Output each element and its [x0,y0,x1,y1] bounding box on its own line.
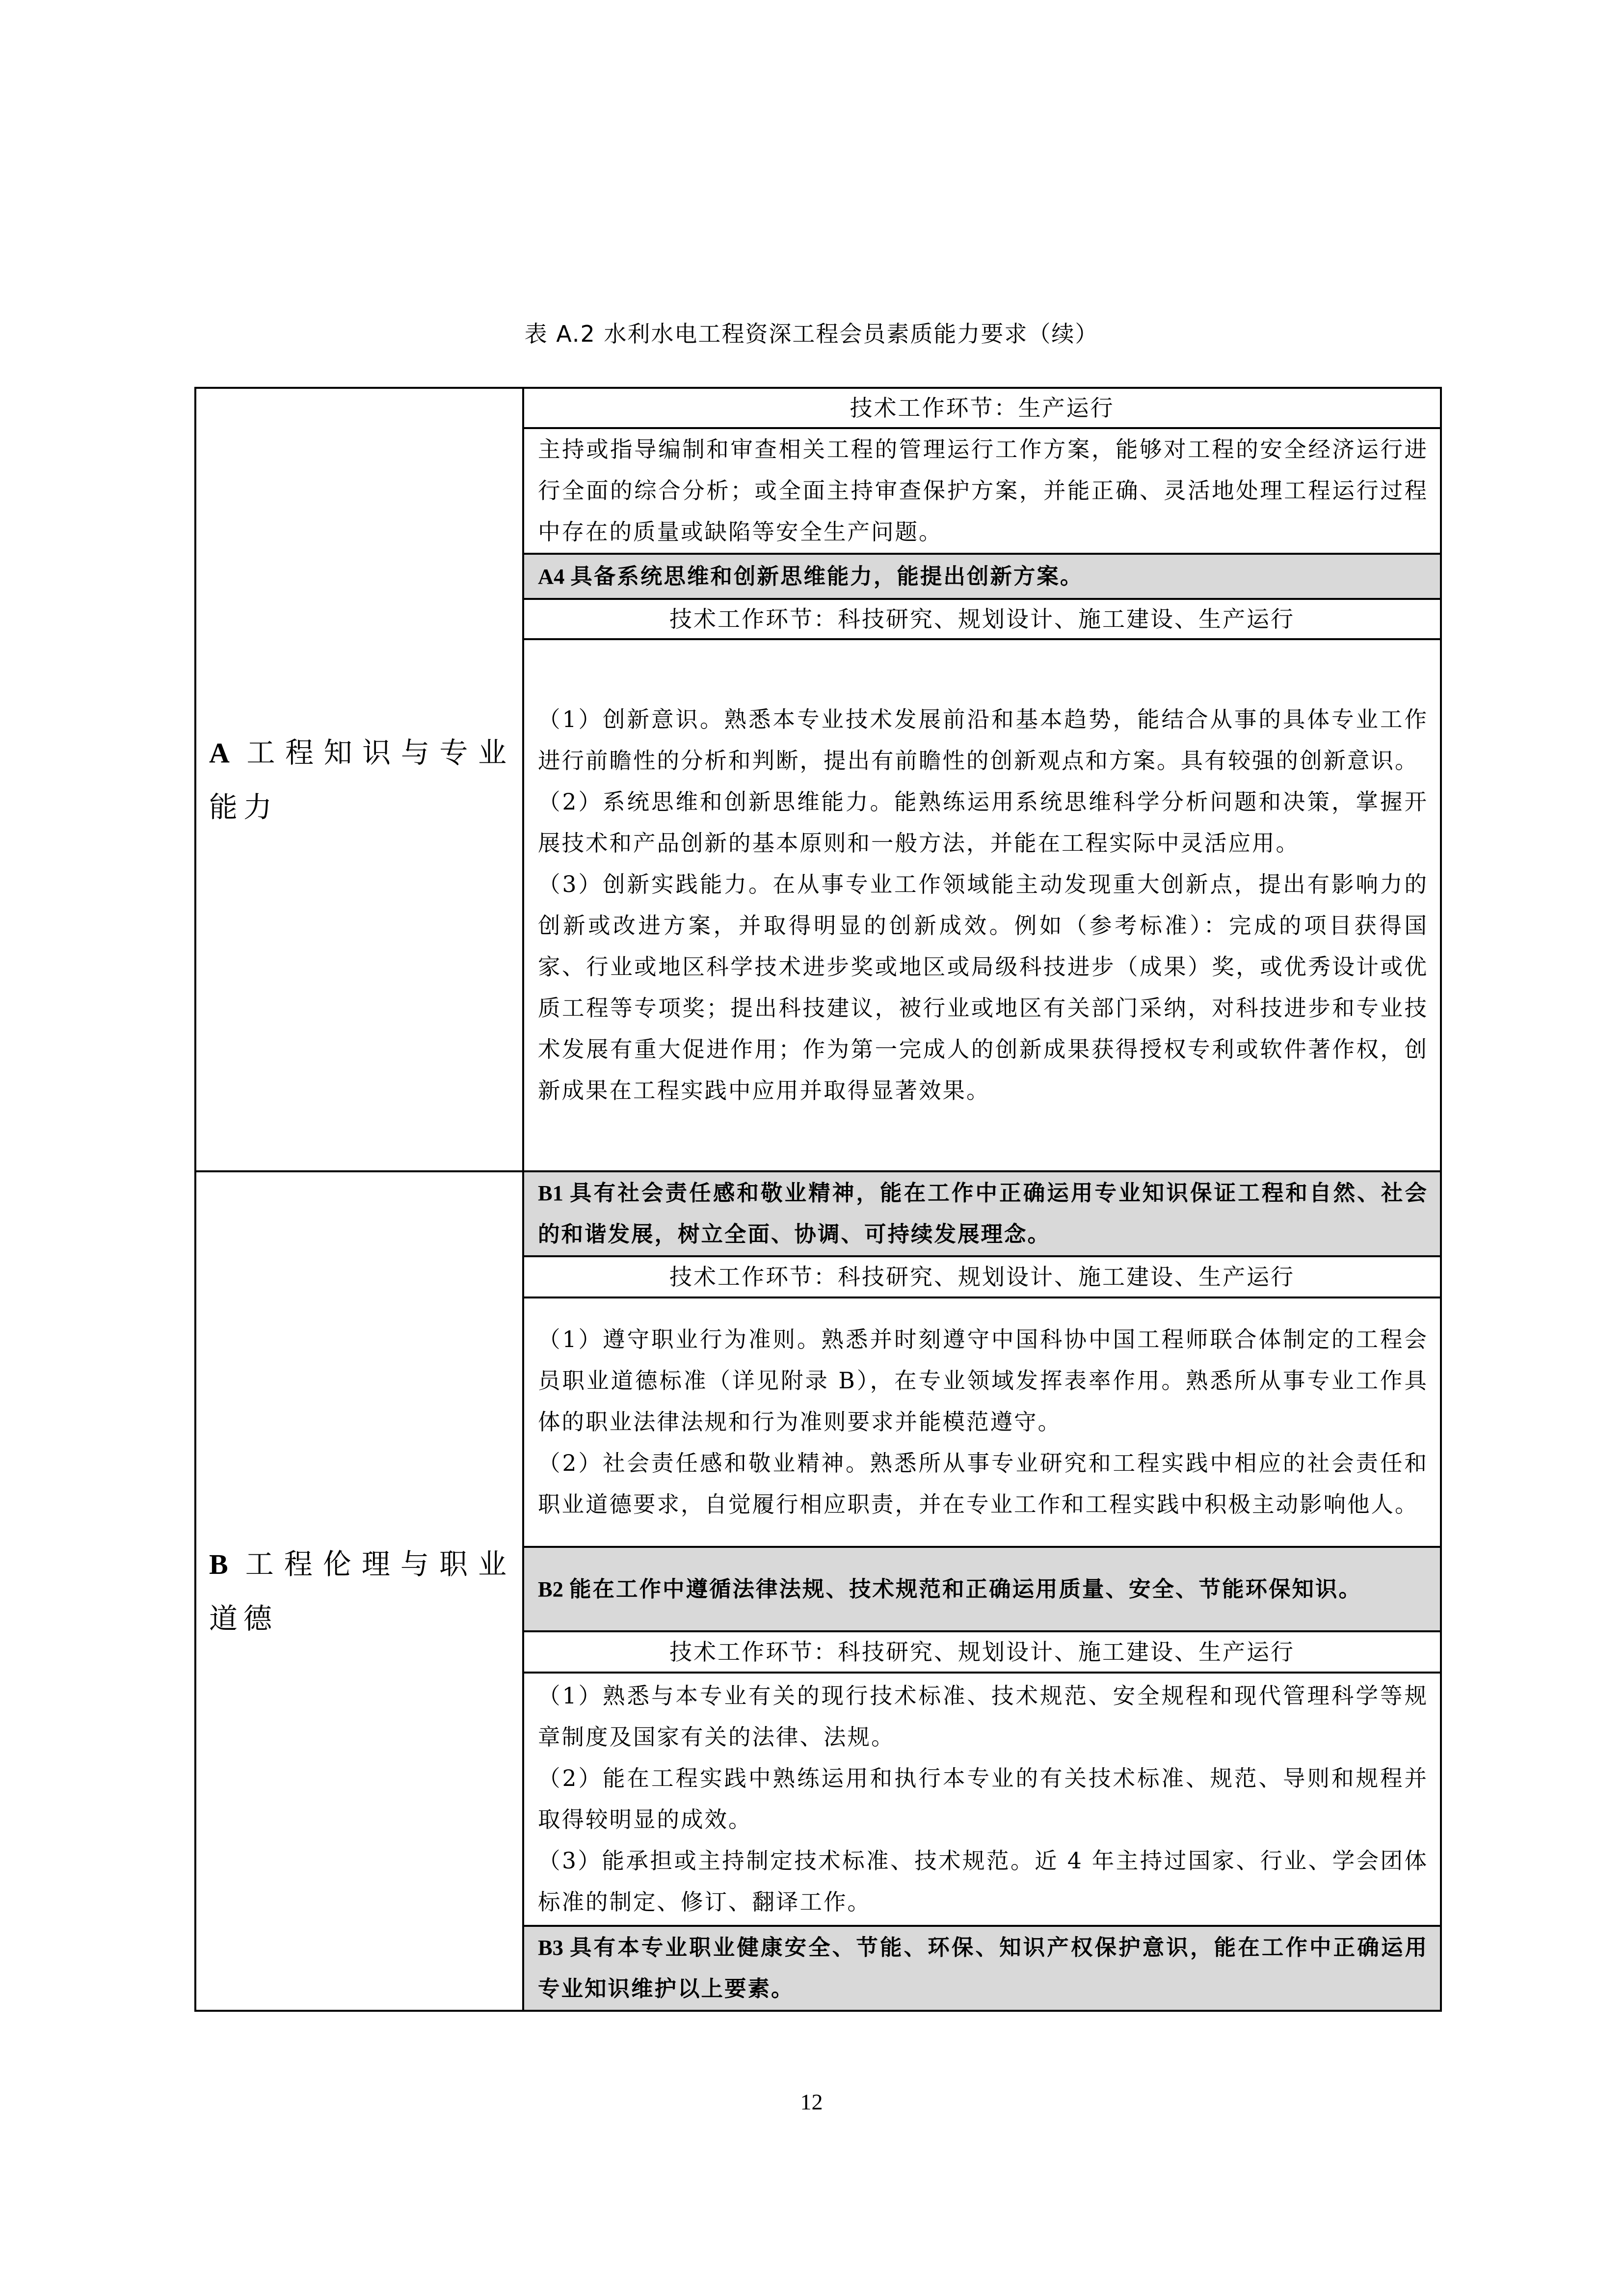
body-cell [523,1673,1441,1926]
stage-header: 技术工作环节：科技研究、规划设计、施工建设、生产运行 [523,599,1441,639]
requirement-code: B2 [538,1576,563,1601]
table-row [195,388,1441,428]
paragraph: 主持或指导编制和审查相关工程的管理运行工作方案，能够对工程的安全经济运行进行全面的综合分析；或全面主持审查保护方案，并能正确、灵活地处理工程运行过程中存在的质量或缺陷等安全生产问题。 [538,436,1428,545]
category-cell-a [195,388,523,1171]
requirement-code: B1 [538,1181,563,1205]
requirement-text: 具有本专业职业健康安全、节能、环保、知识产权保护意识，能在工作中正确运用专业知识维护以上要素。 [538,1935,1428,2001]
paragraph: （1）遵守职业行为准则。熟悉并时刻遵守中国科协中国工程师联合体制定的工程会员职业道德标准（详见附录 B），在专业领域发挥表率作用。熟悉所从事专业工作具体的职业法律法规和行为准则要求并能模范遵守。 [538,1326,1428,1435]
category-code: B [209,1548,228,1580]
body-cell [523,428,1441,554]
page-number: 12 [800,2089,823,2114]
table-row [195,1171,1441,1256]
paragraph: （1）创新意识。熟悉本专业技术发展前沿和基本趋势，能结合从事的具体专业工作进行前瞻性的分析和判断，提出有前瞻性的创新观点和方案。具有较强的创新意识。 [538,706,1428,774]
competency-table [194,387,1442,2012]
category-title: 工程伦理与职业道德 [209,1547,512,1635]
stage-header: 技术工作环节：科技研究、规划设计、施工建设、生产运行 [523,1631,1441,1673]
requirement-cell-b3 [523,1926,1441,2011]
stage-header: 技术工作环节：科技研究、规划设计、施工建设、生产运行 [523,1256,1441,1297]
requirement-text: 具备系统思维和创新思维能力，能提出创新方案。 [570,564,1084,589]
category-code: A [209,736,230,769]
requirement-code: A4 [538,564,565,589]
category-title: 工程知识与专业能力 [209,735,512,824]
table-caption: 表 A.2 水利水电工程资深工程会员素质能力要求（续） [524,321,1099,347]
stage-header: 技术工作环节：生产运行 [523,388,1441,428]
requirement-cell-b1 [523,1171,1441,1256]
category-cell-b [195,1171,523,2011]
paragraph: （3）创新实践能力。在从事专业工作领域能主动发现重大创新点，提出有影响力的创新或改进方案，并取得明显的创新成效。例如（参考标准）：完成的项目获得国家、行业或地区科学技术进步奖或地区或局级科技进步（成果）奖，或优秀设计或优质工程等专项奖；提出科技建议，被行业或地区有关部门采纳，对科技进步和专业技术发展有重大促进作用；作为第一完成人的创新成果获得授权专利或软件著作权，创新成果在工程实践中应用并取得显著效果。 [538,871,1428,1104]
paragraph: （1）熟悉与本专业有关的现行技术标准、技术规范、安全规程和现代管理科学等规章制度及国家有关的法律、法规。 [538,1683,1428,1750]
body-cell [523,639,1441,1171]
requirement-text: 具有社会责任感和敬业精神，能在工作中正确运用专业知识保证工程和自然、社会的和谐发展，树立全面、协调、可持续发展理念。 [538,1181,1428,1247]
paragraph: （3）能承担或主持制定技术标准、技术规范。近 4 年主持过国家、行业、学会团体标准的制定、修订、翻译工作。 [538,1848,1428,1915]
requirement-text: 能在工作中遵循法律法规、技术规范和正确运用质量、安全、节能环保知识。 [569,1576,1362,1602]
paragraph: （2）社会责任感和敬业精神。熟悉所从事专业研究和工程实践中相应的社会责任和职业道德要求，自觉履行相应职责，并在专业工作和工程实践中积极主动影响他人。 [538,1450,1428,1517]
requirement-code: B3 [538,1935,563,1960]
paragraph: （2）系统思维和创新思维能力。能熟练运用系统思维科学分析问题和决策，掌握开展技术和产品创新的基本原则和一般方法，并能在工程实际中灵活应用。 [538,789,1428,856]
requirement-cell-b2 [523,1547,1441,1631]
paragraph: （2）能在工程实践中熟练运用和执行本专业的有关技术标准、规范、导则和规程并取得较明显的成效。 [538,1765,1428,1833]
body-cell [523,1297,1441,1547]
requirement-cell-a4 [523,554,1441,599]
